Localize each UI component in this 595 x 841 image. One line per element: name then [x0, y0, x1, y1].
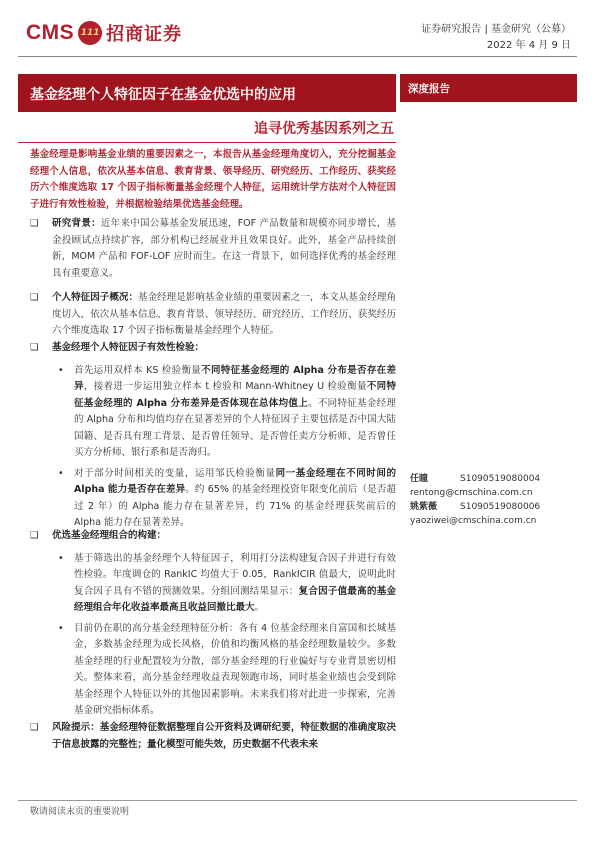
header-divider [18, 56, 577, 57]
emphasis-run: 不同特征基金经理的 Alpha 分布差异是否体现在总体均值上 [74, 381, 396, 409]
text-run: 对于部分时间相关的变量，运用邹氏检验衡量 [74, 467, 276, 479]
text-run: 基于筛选出的基金经理个人特征因子，利用打分法构建复合因子并进行有效性检验。年度调仓的 RankIC 均值大于 0.05，RankICIR 值最大，说明此时复合因子具有不错的预测效果。分组回测结果显示： [74, 552, 396, 597]
bullet-dot-icon: • [58, 622, 64, 634]
analyst-name: 任瞳 [410, 474, 429, 484]
analyst-cert: S1090519080006 [460, 502, 541, 512]
analyst-card [410, 500, 540, 528]
footer-divider [18, 800, 577, 801]
section-label: 研究背景： [52, 218, 101, 229]
company-logo [26, 16, 182, 50]
text-run: 目前仍在职的高分基金经理特征分析：各有 4 位基金经理来自富国和长城基金，多数基金经理为成长风格，价值和均衡风格的基金经理数量较少。多数基金经理的行业配置较为分散，部分基金经理的行业偏好与专业背景密切相关。整体来看，高分基金经理收益表现领跑市场，同时基金业绩也会受到除基金经理个人特征以外的其他因素影响。未来我们将对此进一步探索，完善基金研究指标体系。 [74, 622, 396, 716]
risk-warning [30, 720, 396, 753]
logo-badge: 111 [78, 21, 102, 45]
text-run: 首先运用双样本 KS 检验衡量 [74, 364, 202, 376]
analyst-card [410, 472, 540, 500]
report-type: 证券研究报告 | 基金研究（公募） [421, 24, 571, 35]
logo-cms: CMS [26, 21, 75, 44]
section-portfolio [30, 528, 396, 720]
bullet-dot-icon: • [58, 364, 64, 376]
section-label: 基金经理个人特征因子有效性检验： [52, 342, 205, 353]
section-text: 近年来中国公募基金发展迅速，FOF 产品数量和规模亦同步增长，基金投顾试点持续扩容，部分机构已经展业并且效果良好。此外，基金产品持续创新，MOM 产品和 FOF-LOF 应时而生。在这一背景下，如何选择优秀的基金经理具有重要意义。 [52, 218, 396, 279]
emphasis-run: 同一基金经理在不同时间的 Alpha 能力是否存在差异 [74, 467, 396, 495]
text-run: 。 [254, 602, 265, 613]
report-date: 2022 年 4 月 9 日 [486, 40, 571, 51]
emphasis-run: 复合因子值最高的基金经理组合年化收益率最高且收益回撤比最大 [74, 585, 396, 613]
list-item [58, 621, 396, 720]
section-overview [30, 290, 396, 340]
title-bar [18, 74, 396, 112]
abstract: 基金经理是影响基金业绩的重要因素之一，本报告从基金经理角度切入，充分挖掘基金经理个人信息，依次从基本信息、教育背景、领导经历、研究经历、工作经历、获奖经历六个维度选取 17 个因子指标衡量基金经理个人特征，运用统计学方法对个人特征因子进行有效性检验，并根据检验结果优选基金经理。 [30, 149, 396, 210]
footer-note: 敬请阅读末页的重要说明 [30, 807, 130, 817]
header-meta [421, 22, 571, 54]
emphasis-run: 不同特征基金经理的 Alpha 分布是否存在差异 [74, 364, 396, 392]
list-item [58, 466, 397, 532]
checkbox-bullet-icon: ❑ [30, 218, 39, 229]
checkbox-bullet-icon: ❑ [30, 530, 39, 541]
list-item [58, 363, 396, 462]
list-item [58, 551, 396, 617]
text-run: 。约 65% 的基金经理投资年限变化前后（是否超过 2 年）的 Alpha 能力存在显著差异，约 71% 的基金经理获奖前后的 Alpha 能力存在显著差异。 [74, 484, 397, 528]
text-run: 。不同特征基金经理的 Alpha 分布和均值均存在显著差异的个人特征因子主要包括是否中国大陆国籍、是否具有理工背景、是否曾任领导、是否曾任卖方分析师、是否曾任买方分析师、银行系和是否海归。 [74, 397, 396, 458]
report-title: 基金经理个人特征因子在基金优选中的应用 [30, 87, 296, 103]
analyst-cert: S1090519080004 [460, 474, 541, 484]
checkbox-bullet-icon: ❑ [30, 292, 39, 303]
analyst-name: 姚紫薇 [410, 502, 438, 512]
checkbox-bullet-icon: ❑ [30, 722, 39, 733]
section-label: 个人特征因子概况： [52, 292, 139, 303]
analyst-email[interactable]: rentong@cmschina.com.cn [410, 488, 533, 498]
analyst-email[interactable]: yaoziwei@cmschina.com.cn [410, 516, 537, 526]
bullet-dot-icon: • [58, 467, 64, 479]
section-text: 基金经理是影响基金业绩的重要因素之一，本文从基金经理角度切入，依次从基本信息、教育背景、领导经历、研究经历、工作经历、获奖经历六个维度选取 17 个因子指标衡量基金经理个人特征。 [52, 292, 396, 336]
text-run: ，接着进一步运用独立样本 t 检验和 Mann-Whitney U 检验衡量 [83, 381, 367, 392]
title-rule [18, 142, 396, 143]
report-subtitle: 追寻优秀基因系列之五 [254, 121, 394, 137]
section-label: 优选基金经理组合的构建： [52, 530, 167, 541]
logo-cn: 招商证券 [106, 24, 183, 45]
side-label-bar [400, 74, 577, 102]
section-validity [30, 340, 396, 532]
side-label: 深度报告 [408, 83, 450, 95]
section-background [30, 216, 396, 282]
checkbox-bullet-icon: ❑ [30, 342, 39, 353]
risk-text: 风险提示：基金经理特征数据整理自公开资料及调研纪要，特征数据的准确度取决于信息披露的完整性；量化模型可能失效，历史数据不代表未来 [52, 722, 396, 750]
bullet-dot-icon: • [58, 552, 64, 564]
